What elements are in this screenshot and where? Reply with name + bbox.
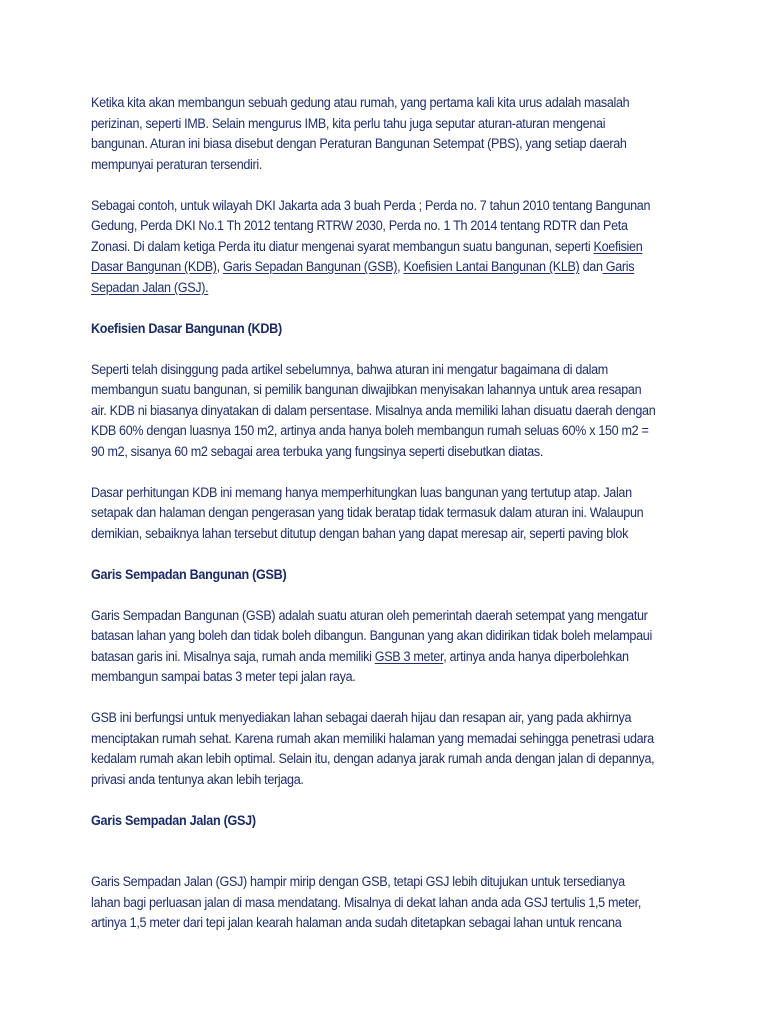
spacer — [91, 175, 678, 196]
heading-gsb: Garis Sempadan Bangunan (GSB) — [91, 566, 287, 582]
spacer — [91, 688, 678, 709]
gsb-paragraph-1 — [91, 606, 674, 688]
gsb-paragraph-1-rest: , artinya anda hanya diperbolehkan membangun sampai batas 3 meter tepi jalan raya. — [91, 648, 629, 684]
gsb-paragraph-2: GSB ini berfungsi untuk menyediakan lahan sebagai daerah hijau dan resapan air, yang pada akhirnya menciptakan rumah sehat. Karena rumah akan memiliki halaman yang memadai sehingga penetrasi udara kedalam rumah akan lebih optimal. Selain itu, dengan adanya jarak rumah anda dengan jalan di depannya, privasi anda tentunya akan lebih terjaga. — [91, 710, 655, 787]
spacer — [91, 462, 678, 483]
link-gsb[interactable]: Garis Sepadan Bangunan (GSB) — [223, 259, 398, 274]
kdb-paragraph-2: Dasar perhitungan KDB ini memang hanya memperhitungkan luas bangunan yang tertutup atap. Jalan setapak dan halaman dengan pengerasan yang tidak beratap tidak termasuk dalam aturan ini. Walaupun demikian, sebaiknya lahan tersebut ditutup dengan bahan yang dapat meresap air, seperti paving blok — [91, 484, 644, 541]
spacer — [91, 585, 678, 606]
link-klb[interactable]: Koefisien Lantai Bangunan (KLB) — [403, 259, 580, 274]
separator: , — [216, 259, 224, 274]
intro-paragraph-2 — [91, 196, 674, 299]
intro-paragraph-2-text: Sebagai contoh, untuk wilayah DKI Jakarta ada 3 buah Perda ; Perda no. 7 tahun 2010 tentang Bangunan Gedung, Perda DKI No.1 Th 2012 tentang RTRW 2030, Perda no. 1 Th 2014 tentang RDTR dan Peta Zonasi. Di dalam ketiga Perda itu diatur mengenai syarat membangun suatu bangunan, seperti — [91, 197, 651, 254]
heading-kdb: Koefisien Dasar Bangunan (KDB) — [91, 320, 282, 336]
spacer — [91, 339, 678, 360]
link-gsj[interactable]: Garis Sepadan Jalan (GSJ). — [91, 259, 635, 295]
spacer — [91, 831, 678, 872]
gsb-paragraph-1-text: Garis Sempadan Bangunan (GSB) adalah suatu aturan oleh pemerintah daerah setempat yang mengatur batasan lahan yang boleh dan tidak boleh dibangun. Bangunan yang akan didirikan tidak boleh melampaui batasan garis ini. Misalnya saja, rumah anda memiliki — [91, 607, 652, 664]
gsj-paragraph-1: Garis Sempadan Jalan (GSJ) hampir mirip dengan GSB, tetapi GSJ lebih ditujukan untuk tersedianya lahan bagi perluasan jalan di masa mendatang. Misalnya di dekat lahan anda ada GSJ tertulis 1,5 meter, artinya 1,5 meter dari tepi jalan kearah halaman anda sudah ditetapkan sebagai lahan untuk rencana — [91, 874, 642, 930]
kdb-paragraph-1: Seperti telah disinggung pada artikel sebelumnya, bahwa aturan ini mengatur bagaimana di dalam membangun suatu bangunan, si pemilik bangunan diwajibkan menyisakan lahannya untuk area resapan air. KDB ni biasanya dinyatakan di dalam persentase. Misalnya anda memiliki lahan disuatu daerah dengan KDB 60% dengan luasnya 150 m2, artinya anda hanya boleh membangun rumah seluas 60% x 150 m2 = 90 m2, sisanya 60 m2 sebagai area terbuka yang fungsinya seperti disebutkan diatas. — [91, 361, 656, 459]
spacer — [91, 544, 678, 565]
heading-gsj: Garis Sempadan Jalan (GSJ) — [91, 812, 256, 828]
link-kdb[interactable]: Koefisien Dasar Bangunan (KDB) — [91, 238, 643, 274]
separator: , — [397, 259, 404, 274]
intro-paragraph-1: Ketika kita akan membangun sebuah gedung atau rumah, yang pertama kali kita urus adalah masalah perizinan, seperti IMB. Selain mengurus IMB, kita perlu tahu juga seputar aturan-aturan mengenai bangunan. Aturan ini biasa disebut dengan Peraturan Bangunan Setempat (PBS), yang setiap daerah mempunyai peraturan tersendiri. — [91, 95, 630, 172]
link-gsb-3-meter[interactable]: GSB 3 meter — [374, 648, 444, 664]
spacer — [91, 298, 678, 319]
separator: dan — [579, 259, 603, 274]
spacer — [91, 790, 678, 811]
